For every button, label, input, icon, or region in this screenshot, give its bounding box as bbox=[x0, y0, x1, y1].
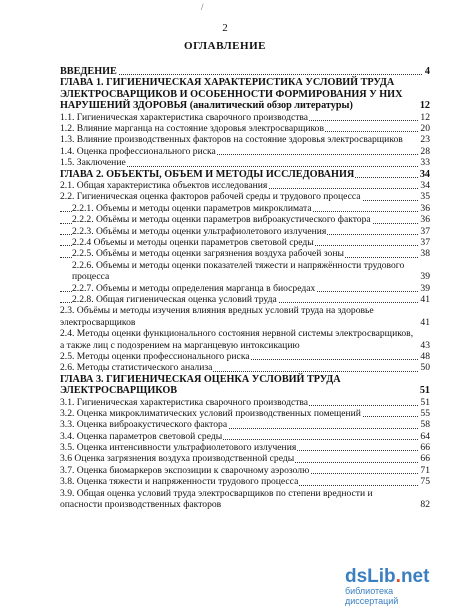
toc-entry-text: 3.4. Оценка параметров световой среды bbox=[60, 430, 223, 442]
toc-entry-page: 20 bbox=[420, 123, 430, 134]
toc-entry-text: 2.2.6. Объемы и методы оценки показателей тяжести и напряжённости трудового процесса bbox=[72, 259, 405, 283]
toc-entry-text: 3.1. Гигиеническая характеристика сварочного производства bbox=[60, 396, 309, 408]
toc-entry-page: 50 bbox=[420, 362, 430, 374]
toc-entry-page: 43 bbox=[420, 339, 430, 351]
toc-entry-text: 3.2. Оценка микроклиматических условий производственных помещений bbox=[60, 407, 361, 419]
toc-entry-page: 35 bbox=[420, 191, 430, 203]
logo-tld-text: net bbox=[400, 566, 430, 587]
toc-entry-page: 23 bbox=[420, 134, 430, 146]
table-of-contents bbox=[60, 66, 430, 510]
toc-entry-text: 1.3. Влияние производственных факторов на состояние здоровья электросварщиков bbox=[60, 134, 403, 146]
toc-entry-page: 12 bbox=[419, 100, 430, 112]
toc-entry[interactable] bbox=[60, 260, 430, 283]
toc-entry-page: 12 bbox=[420, 111, 430, 123]
toc-entry[interactable] bbox=[60, 169, 430, 180]
toc-entry[interactable] bbox=[60, 305, 430, 328]
toc-entry-text: ГЛАВА 1. ГИГИЕНИЧЕСКАЯ ХАРАКТЕРИСТИКА УСЛОВИЙ ТРУДА ЭЛЕКТРОСВАРЩИКОВ И ОСОБЕННОСТИ ФОРМИРОВАНИЯ У НИХ НАРУШЕНИЙ ЗДОРОВЬЯ (аналитический обзор литературы) bbox=[60, 77, 403, 112]
watermark-subtitle: библиотека диссертаций bbox=[345, 586, 399, 606]
page-number: 2 bbox=[222, 22, 228, 34]
toc-entry-page: 36 bbox=[420, 214, 430, 226]
toc-entry[interactable] bbox=[60, 397, 430, 408]
page-tick-mark: / bbox=[201, 2, 204, 12]
toc-entry-text: 1.2. Влияние марганца на состояние здоровья электросварщиков bbox=[60, 123, 324, 134]
toc-entry-text: 2.2.4 Объемы и методы оценки параметров световой среды bbox=[72, 236, 314, 248]
toc-entry[interactable] bbox=[60, 214, 430, 225]
toc-entry[interactable] bbox=[60, 431, 430, 442]
toc-entry[interactable] bbox=[60, 442, 430, 453]
toc-entry-page: 39 bbox=[420, 282, 430, 294]
toc-entry-text: ВВЕДЕНИЕ bbox=[60, 66, 117, 77]
toc-entry-page: 82 bbox=[420, 499, 430, 511]
toc-entry-text: ГЛАВА 3. ГИГИЕНИЧЕСКАЯ ОЦЕНКА УСЛОВИЙ ТРУДА ЭЛЕКТРОСВАРЩИКОВ bbox=[60, 373, 341, 397]
toc-entry[interactable] bbox=[60, 453, 430, 464]
toc-entry[interactable] bbox=[60, 203, 430, 214]
toc-entry-page: 4 bbox=[424, 66, 430, 77]
toc-entry[interactable] bbox=[60, 283, 430, 294]
toc-entry-page: 75 bbox=[420, 476, 430, 488]
toc-entry-page: 37 bbox=[420, 236, 430, 248]
toc-entry-text: 2.2.3. Объёмы и методы оценки ультрафиолетового излучения bbox=[72, 225, 327, 237]
toc-entry-text: ГЛАВА 2. ОБЪЕКТЫ, ОБЪЕМ И МЕТОДЫ ИССЛЕДОВАНИЯ bbox=[60, 168, 355, 180]
toc-entry-text: 2.4. Методы оценки функционального состояния нервной системы электросварщиков, а также лиц с подозрением на марганцевую интоксикацию bbox=[60, 328, 414, 351]
toc-entry-page: 37 bbox=[420, 225, 430, 237]
toc-entry[interactable] bbox=[60, 488, 430, 511]
toc-entry[interactable] bbox=[60, 476, 430, 487]
toc-entry[interactable] bbox=[60, 408, 430, 419]
toc-entry[interactable] bbox=[60, 112, 430, 123]
toc-entry[interactable] bbox=[60, 328, 430, 351]
toc-entry-page: 66 bbox=[420, 453, 430, 465]
dslib-logo[interactable] bbox=[345, 566, 445, 588]
toc-entry[interactable] bbox=[60, 294, 430, 305]
toc-entry-page: 28 bbox=[420, 145, 430, 157]
toc-entry-text: 1.4. Оценка профессионального риска bbox=[60, 145, 216, 157]
toc-entry-text: 2.1. Общая характеристика объектов исследования bbox=[60, 179, 268, 191]
toc-entry[interactable] bbox=[60, 157, 430, 168]
toc-entry-page: 48 bbox=[420, 350, 430, 362]
toc-entry[interactable] bbox=[60, 180, 430, 191]
toc-entry-page: 41 bbox=[420, 316, 430, 328]
toc-entry-page: 51 bbox=[419, 385, 430, 397]
toc-entry-page: 71 bbox=[420, 464, 430, 476]
toc-entry-text: 3.9. Общая оценка условий труда электросварщиков по степени вредности и опасности производственных факторов bbox=[60, 487, 373, 511]
toc-entry-page: 51 bbox=[420, 396, 430, 408]
toc-entry-text: 2.6. Методы статистического анализа bbox=[60, 362, 213, 374]
logo-dot: . bbox=[395, 566, 401, 587]
toc-entry-text: 3.3. Оценка виброакустического фактора bbox=[60, 419, 228, 431]
toc-entry[interactable] bbox=[60, 134, 430, 145]
toc-entry-page: 41 bbox=[420, 293, 430, 305]
toc-entry-text: 3.7. Оценка биомаркеров экспозиции к сварочному аэрозолю bbox=[60, 464, 310, 476]
toc-entry[interactable] bbox=[60, 374, 430, 397]
toc-entry[interactable] bbox=[60, 77, 430, 111]
toc-entry-page: 34 bbox=[419, 168, 430, 180]
toc-entry-text: 2.2.8. Общая гигиеническая оценка условий труда bbox=[72, 293, 277, 305]
toc-entry[interactable] bbox=[60, 248, 430, 259]
toc-entry-text: 2.2. Гигиеническая оценка факторов рабочей среды и трудового процесса bbox=[60, 191, 361, 203]
toc-entry[interactable] bbox=[60, 226, 430, 237]
toc-entry-page: 55 bbox=[420, 407, 430, 419]
toc-entry[interactable] bbox=[60, 351, 430, 362]
toc-entry[interactable] bbox=[60, 419, 430, 430]
toc-entry[interactable] bbox=[60, 362, 430, 373]
site-watermark[interactable] bbox=[345, 566, 445, 606]
toc-entry-text: 2.2.1. Объемы и методы оценки параметров микроклимата bbox=[72, 202, 312, 214]
toc-entry-text: 2.2.7. Объемы и методы определения марганца в биосредах bbox=[72, 282, 316, 294]
toc-entry-page: 64 bbox=[420, 430, 430, 442]
toc-entry-text: 2.5. Методы оценки профессионального риска bbox=[60, 350, 250, 362]
toc-entry[interactable] bbox=[60, 191, 430, 202]
toc-entry-page: 33 bbox=[420, 157, 430, 169]
toc-entry[interactable] bbox=[60, 146, 430, 157]
toc-entry-page: 36 bbox=[420, 202, 430, 214]
logo-main-text: dsLib bbox=[345, 566, 396, 587]
toc-entry-page: 39 bbox=[420, 271, 430, 283]
toc-entry[interactable] bbox=[60, 66, 430, 77]
toc-entry-text: 3.5. Оценка интенсивности ультрафиолетового излучения bbox=[60, 442, 297, 454]
toc-entry-page: 38 bbox=[420, 248, 430, 260]
toc-entry-text: 2.2.2. Объёмы и методы оценки параметров виброакустического фактора bbox=[72, 214, 371, 226]
toc-entry-text: 2.3. Объёмы и методы изучения влияния вредных условий труда на здоровье электросварщиков bbox=[60, 305, 374, 328]
toc-entry-text: 3.8. Оценка тяжести и напряженности трудового процесса bbox=[60, 476, 299, 488]
toc-entry-page: 34 bbox=[420, 179, 430, 191]
toc-entry[interactable] bbox=[60, 237, 430, 248]
toc-entry-page: 58 bbox=[420, 419, 430, 431]
toc-entry-page: 66 bbox=[420, 442, 430, 454]
toc-entry[interactable] bbox=[60, 123, 430, 134]
toc-entry-text: 2.2.5. Объёмы и методы оценки загрязнения воздуха рабочей зоны bbox=[72, 248, 344, 260]
toc-entry[interactable] bbox=[60, 465, 430, 476]
toc-entry-text: 3.6 Оценка загрязнения воздуха производственной среды bbox=[60, 453, 295, 465]
toc-entry-text: 1.5. Заключение bbox=[60, 157, 126, 169]
toc-entry-text: 1.1. Гигиеническая характеристика сварочного производства bbox=[60, 111, 309, 123]
toc-title: ОГЛАВЛЕНИЕ bbox=[184, 40, 266, 52]
